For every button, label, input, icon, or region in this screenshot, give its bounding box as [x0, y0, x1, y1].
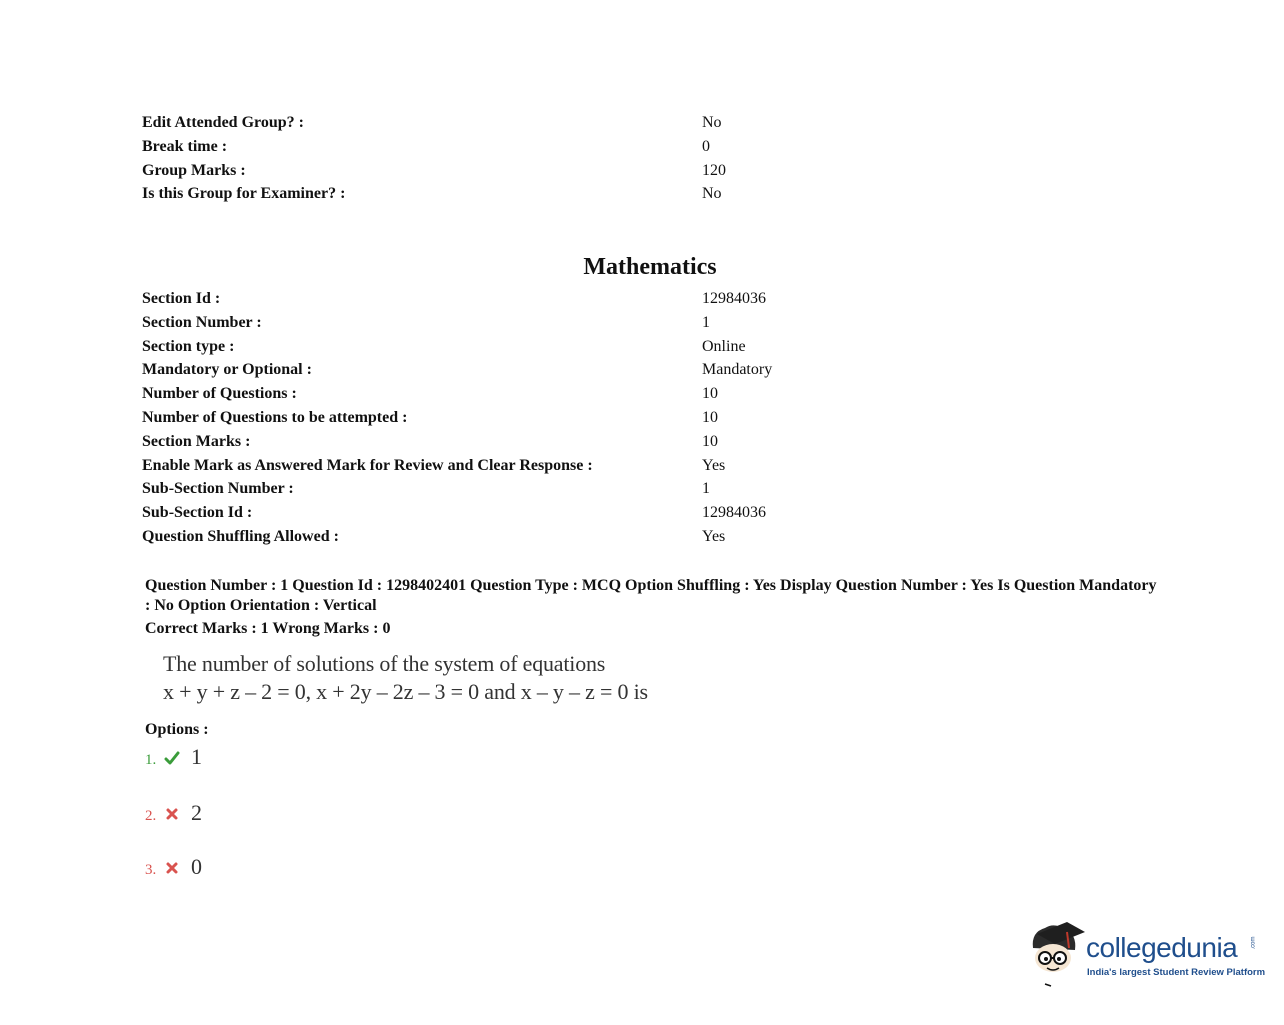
section-info-row	[142, 287, 942, 311]
section-info-row	[142, 477, 942, 501]
field-label: Section type :	[142, 337, 235, 355]
field-value: 12984036	[702, 504, 766, 522]
field-label: Number of Questions :	[142, 385, 297, 403]
mascot-icon	[1025, 918, 1087, 990]
option-number: 1.	[145, 752, 157, 768]
section-title: Mathematics	[583, 254, 717, 280]
section-info-row	[142, 525, 942, 549]
logo-tagline: India's largest Student Review Platform	[1087, 967, 1266, 978]
field-label: Number of Questions to be attempted :	[142, 408, 408, 426]
cross-icon	[164, 806, 180, 822]
group-info-row	[142, 182, 942, 206]
field-label: Sub-Section Id :	[142, 504, 253, 522]
field-label: Sub-Section Number :	[142, 480, 294, 498]
field-value: No	[702, 185, 722, 203]
option-number: 3.	[145, 862, 157, 878]
field-value: No	[702, 114, 722, 131]
field-value: Mandatory	[702, 361, 773, 379]
field-value: 1	[702, 480, 710, 498]
field-value: Online	[702, 337, 746, 355]
field-label: Section Marks :	[142, 432, 251, 450]
option-value: 0	[191, 854, 202, 879]
field-label: Question Shuffling Allowed :	[142, 527, 339, 545]
field-label: Edit Attended Group? :	[142, 114, 304, 131]
question-meta-text: Question Number : 1 Question Id : 1298402401 Question Type : MCQ Option Shuffling : Yes Display Question Number : Yes Is Question Mandatory : No Option Orientation : Vertical	[145, 577, 1157, 614]
field-value: 10	[702, 385, 718, 403]
section-info-row	[142, 501, 942, 525]
section-info-row	[142, 454, 942, 478]
field-label: Enable Mark as Answered Mark for Review and Clear Response :	[142, 456, 593, 474]
group-info-row	[142, 159, 942, 183]
question-text	[163, 650, 648, 706]
field-label: Section Id :	[142, 290, 221, 307]
field-value: 10	[702, 432, 718, 450]
section-info-row	[142, 406, 942, 430]
field-value: Yes	[702, 527, 726, 545]
field-value: 12984036	[702, 290, 766, 307]
logo-brand-text: collegedunia	[1086, 932, 1238, 963]
field-label: Section Number :	[142, 313, 262, 331]
field-value: 0	[702, 137, 710, 155]
question-text-line: The number of solutions of the system of equations	[163, 651, 606, 676]
field-label: Mandatory or Optional :	[142, 361, 312, 379]
question-marks: Correct Marks : 1 Wrong Marks : 0	[145, 620, 391, 637]
field-value: 1	[702, 313, 710, 331]
field-label: Break time :	[142, 137, 228, 155]
section-info-table	[142, 287, 942, 549]
field-value: 10	[702, 408, 718, 426]
question-equation-line: x + y + z – 2 = 0, x + 2y – 2z – 3 = 0 and x – y – z = 0 is	[163, 679, 648, 704]
section-info-row	[142, 430, 942, 454]
section-info-row	[142, 382, 942, 406]
field-label: Is this Group for Examiner? :	[142, 185, 346, 203]
collegedunia-logo	[1025, 918, 1265, 990]
options-label: Options :	[145, 721, 209, 738]
option-number: 2.	[145, 808, 157, 824]
group-info-row	[142, 111, 942, 135]
cross-icon	[164, 860, 180, 876]
option-value: 2	[191, 800, 202, 825]
field-value: 120	[702, 161, 726, 179]
field-value: Yes	[702, 456, 726, 474]
section-info-row	[142, 311, 942, 335]
field-label: Group Marks :	[142, 161, 246, 179]
option-value: 1	[191, 744, 202, 769]
question-meta	[145, 576, 1165, 639]
section-info-row	[142, 335, 942, 359]
group-info-row	[142, 135, 942, 159]
section-info-row	[142, 358, 942, 382]
logo-suffix: .com	[1250, 936, 1257, 950]
check-icon	[164, 750, 180, 766]
group-info-table	[142, 111, 942, 206]
